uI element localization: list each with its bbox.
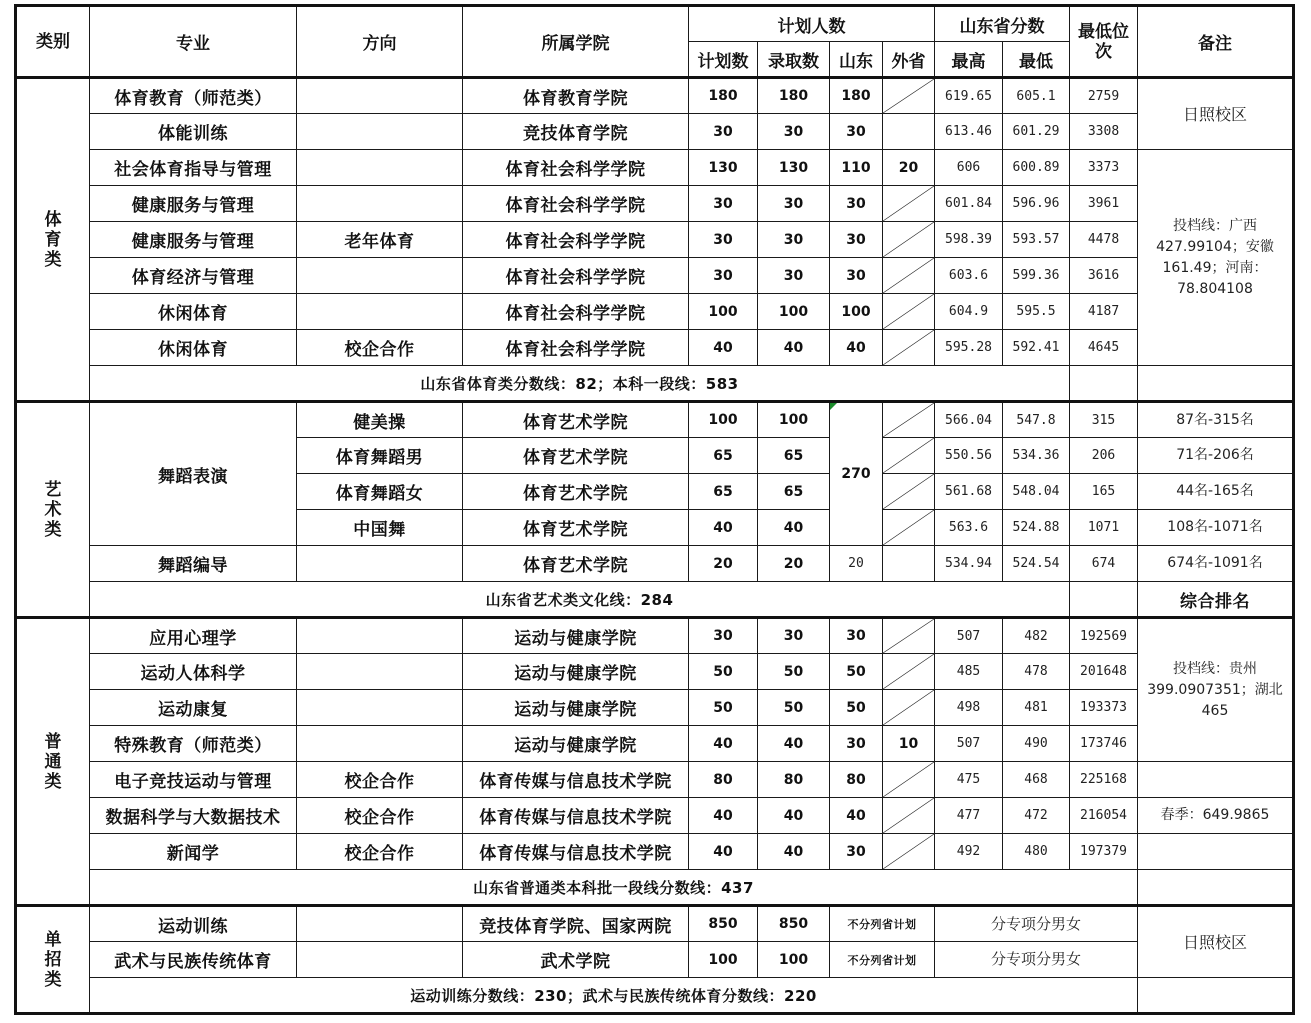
college-cell: 运动与健康学院	[463, 690, 689, 726]
empty-cell	[1070, 366, 1138, 402]
category-arts-label: 艺术类	[44, 479, 62, 540]
remark-cell	[1138, 762, 1294, 798]
table-row	[16, 690, 1294, 726]
header-direction: 方向	[297, 6, 463, 78]
table-row	[16, 150, 1294, 186]
plan-cell: 65	[689, 438, 758, 474]
major-cell: 健康服务与管理	[90, 222, 297, 258]
plan-cell: 65	[689, 474, 758, 510]
shandong-cell: 30	[830, 726, 883, 762]
other-province-empty	[883, 510, 935, 546]
college-cell: 竞技体育学院	[463, 114, 689, 150]
table-row	[16, 258, 1294, 294]
major-cell: 体能训练	[90, 114, 297, 150]
direction-cell	[297, 726, 463, 762]
major-cell: 特殊教育（师范类）	[90, 726, 297, 762]
arts-summary-remark: 综合排名	[1138, 582, 1294, 618]
empty-cell	[1138, 366, 1294, 402]
other-province-empty	[883, 186, 935, 222]
other-province-empty	[883, 330, 935, 366]
rank-cell: 225168	[1070, 762, 1138, 798]
plan-cell: 100	[689, 402, 758, 438]
header-row-1	[16, 6, 1294, 42]
college-cell: 运动与健康学院	[463, 654, 689, 690]
other-province-empty	[883, 402, 935, 438]
admit-cell: 40	[758, 726, 830, 762]
category-sports-label: 体育类	[44, 209, 62, 270]
shandong-cell: 50	[830, 654, 883, 690]
max-score-cell: 613.46	[935, 114, 1003, 150]
header-major: 专业	[90, 6, 297, 78]
plan-cell: 40	[689, 510, 758, 546]
admit-cell: 850	[758, 906, 830, 942]
min-score-cell: 482	[1003, 618, 1070, 654]
direction-cell	[297, 294, 463, 330]
sports-summary: 山东省体育类分数线：82；本科一段线：583	[90, 366, 1070, 402]
score-note-cell: 分专项分男女	[935, 942, 1138, 978]
min-score-cell: 605.1	[1003, 78, 1070, 114]
shandong-cell: 50	[830, 690, 883, 726]
direction-cell: 校企合作	[297, 834, 463, 870]
max-score-cell: 498	[935, 690, 1003, 726]
admit-cell: 100	[758, 942, 830, 978]
college-cell: 体育社会科学学院	[463, 258, 689, 294]
table-row	[16, 78, 1294, 114]
other-province-cell: 20	[883, 150, 935, 186]
min-score-cell: 524.54	[1003, 546, 1070, 582]
min-score-cell: 468	[1003, 762, 1070, 798]
remark-cell: 44名-165名	[1138, 474, 1294, 510]
province-note-cell: 不分列省计划	[830, 906, 935, 942]
header-college: 所属学院	[463, 6, 689, 78]
other-province-cell	[883, 114, 935, 150]
major-cell: 电子竞技运动与管理	[90, 762, 297, 798]
arts-summary: 山东省艺术类文化线：284	[90, 582, 1070, 618]
admit-cell: 130	[758, 150, 830, 186]
other-province-empty	[883, 690, 935, 726]
remark-cell	[1138, 834, 1294, 870]
admission-table	[14, 4, 1295, 1015]
province-note-cell: 不分列省计划	[830, 942, 935, 978]
min-score-cell: 599.36	[1003, 258, 1070, 294]
other-province-empty	[883, 258, 935, 294]
max-score-cell: 477	[935, 798, 1003, 834]
plan-cell: 30	[689, 114, 758, 150]
max-score-cell: 492	[935, 834, 1003, 870]
rank-cell: 3308	[1070, 114, 1138, 150]
table-row	[16, 762, 1294, 798]
plan-cell: 850	[689, 906, 758, 942]
admit-cell: 40	[758, 510, 830, 546]
direction-cell: 校企合作	[297, 798, 463, 834]
direction-cell	[297, 258, 463, 294]
summary-row	[16, 870, 1294, 906]
admit-cell: 30	[758, 186, 830, 222]
max-score-cell: 606	[935, 150, 1003, 186]
plan-cell: 50	[689, 690, 758, 726]
major-cell: 数据科学与大数据技术	[90, 798, 297, 834]
major-cell: 武术与民族传统体育	[90, 942, 297, 978]
college-cell: 运动与健康学院	[463, 726, 689, 762]
summary-row	[16, 366, 1294, 402]
rank-cell: 315	[1070, 402, 1138, 438]
table-row	[16, 114, 1294, 150]
direction-cell	[297, 690, 463, 726]
admit-cell: 180	[758, 78, 830, 114]
min-score-cell: 524.88	[1003, 510, 1070, 546]
other-province-empty	[883, 78, 935, 114]
other-province-empty	[883, 474, 935, 510]
college-cell: 体育艺术学院	[463, 402, 689, 438]
header-plan-count: 计划数	[689, 42, 758, 78]
major-cell: 体育教育（师范类）	[90, 78, 297, 114]
plan-cell: 130	[689, 150, 758, 186]
college-cell: 体育艺术学院	[463, 510, 689, 546]
min-score-cell: 592.41	[1003, 330, 1070, 366]
shandong-cell: 30	[830, 258, 883, 294]
table-row	[16, 654, 1294, 690]
plan-cell: 80	[689, 762, 758, 798]
shandong-cell: 30	[830, 222, 883, 258]
major-cell: 社会体育指导与管理	[90, 150, 297, 186]
table-row	[16, 798, 1294, 834]
direction-cell: 健美操	[297, 402, 463, 438]
min-score-cell: 548.04	[1003, 474, 1070, 510]
plan-cell: 30	[689, 258, 758, 294]
table-row	[16, 294, 1294, 330]
admit-cell: 65	[758, 474, 830, 510]
min-score-cell: 472	[1003, 798, 1070, 834]
shandong-cell: 40	[830, 330, 883, 366]
remark-cell: 投档线：广西427.99104；安徽161.49；河南：78.804108	[1138, 150, 1294, 366]
direction-cell: 校企合作	[297, 762, 463, 798]
general-summary: 山东省普通类本科批一段线分数线：437	[90, 870, 1138, 906]
admit-cell: 40	[758, 330, 830, 366]
empty-cell	[1138, 978, 1294, 1014]
admit-cell: 100	[758, 402, 830, 438]
major-cell: 体育经济与管理	[90, 258, 297, 294]
min-score-cell: 490	[1003, 726, 1070, 762]
other-province-empty	[883, 222, 935, 258]
table-row	[16, 726, 1294, 762]
other-province-empty	[883, 654, 935, 690]
plan-cell: 40	[689, 798, 758, 834]
comment-marker	[830, 403, 837, 410]
remark-cell: 春季：649.9865	[1138, 798, 1294, 834]
plan-cell: 100	[689, 942, 758, 978]
admit-cell: 40	[758, 834, 830, 870]
admit-cell: 100	[758, 294, 830, 330]
college-cell: 武术学院	[463, 942, 689, 978]
shandong-cell: 30	[830, 834, 883, 870]
rank-cell: 4187	[1070, 294, 1138, 330]
other-province-empty	[883, 438, 935, 474]
table-row	[16, 618, 1294, 654]
admit-cell: 20	[758, 546, 830, 582]
major-cell: 舞蹈编导	[90, 546, 297, 582]
college-cell: 体育社会科学学院	[463, 294, 689, 330]
header-category: 类别	[16, 6, 90, 78]
remark-cell: 投档线：贵州399.0907351；湖北465	[1138, 618, 1294, 762]
rank-cell: 193373	[1070, 690, 1138, 726]
direction-cell	[297, 150, 463, 186]
table-row	[16, 546, 1294, 582]
remark-cell: 108名-1071名	[1138, 510, 1294, 546]
major-cell: 运动训练	[90, 906, 297, 942]
college-cell: 体育传媒与信息技术学院	[463, 834, 689, 870]
direction-cell: 校企合作	[297, 330, 463, 366]
direction-cell	[297, 654, 463, 690]
college-cell: 体育艺术学院	[463, 474, 689, 510]
shandong-cell: 110	[830, 150, 883, 186]
header-min-rank: 最低位次	[1070, 6, 1138, 78]
min-score-cell: 595.5	[1003, 294, 1070, 330]
score-note-cell: 分专项分男女	[935, 906, 1138, 942]
admit-cell: 50	[758, 654, 830, 690]
empty-cell	[1138, 870, 1294, 906]
college-cell: 竞技体育学院、国家两院	[463, 906, 689, 942]
max-score-cell: 604.9	[935, 294, 1003, 330]
plan-cell: 20	[689, 546, 758, 582]
header-lowest: 最低	[1003, 42, 1070, 78]
major-cell: 运动人体科学	[90, 654, 297, 690]
header-shandong: 山东	[830, 42, 883, 78]
college-cell: 体育传媒与信息技术学院	[463, 798, 689, 834]
table-row	[16, 222, 1294, 258]
remark-cell: 71名-206名	[1138, 438, 1294, 474]
college-cell: 体育教育学院	[463, 78, 689, 114]
max-score-cell: 550.56	[935, 438, 1003, 474]
rank-cell: 3961	[1070, 186, 1138, 222]
major-cell: 新闻学	[90, 834, 297, 870]
max-score-cell: 603.6	[935, 258, 1003, 294]
major-cell: 休闲体育	[90, 330, 297, 366]
empty-cell	[1070, 582, 1138, 618]
max-score-cell: 601.84	[935, 186, 1003, 222]
shandong-cell: 30	[830, 618, 883, 654]
plan-cell: 40	[689, 330, 758, 366]
category-single	[16, 906, 90, 1014]
single-summary: 运动训练分数线：230；武术与民族传统体育分数线：220	[90, 978, 1138, 1014]
min-score-cell: 534.36	[1003, 438, 1070, 474]
direction-cell: 体育舞蹈男	[297, 438, 463, 474]
min-score-cell: 547.8	[1003, 402, 1070, 438]
table-row	[16, 402, 1294, 438]
header-highest: 最高	[935, 42, 1003, 78]
header-other-province: 外省	[883, 42, 935, 78]
direction-cell: 体育舞蹈女	[297, 474, 463, 510]
header-admit-count: 录取数	[758, 42, 830, 78]
direction-cell	[297, 546, 463, 582]
table-row	[16, 834, 1294, 870]
direction-cell: 中国舞	[297, 510, 463, 546]
max-score-cell: 561.68	[935, 474, 1003, 510]
max-score-cell: 598.39	[935, 222, 1003, 258]
major-cell-dance: 舞蹈表演	[90, 402, 297, 546]
college-cell: 体育传媒与信息技术学院	[463, 762, 689, 798]
admit-cell: 80	[758, 762, 830, 798]
other-province-cell: 10	[883, 726, 935, 762]
max-score-cell: 534.94	[935, 546, 1003, 582]
remark-cell: 日照校区	[1138, 906, 1294, 978]
shandong-cell: 80	[830, 762, 883, 798]
other-province-cell	[883, 546, 935, 582]
plan-cell: 180	[689, 78, 758, 114]
rank-cell: 192569	[1070, 618, 1138, 654]
rank-cell: 201648	[1070, 654, 1138, 690]
rank-cell: 165	[1070, 474, 1138, 510]
other-province-empty	[883, 618, 935, 654]
direction-cell	[297, 78, 463, 114]
other-province-empty	[883, 762, 935, 798]
min-score-cell: 596.96	[1003, 186, 1070, 222]
min-score-cell: 480	[1003, 834, 1070, 870]
header-remark: 备注	[1138, 6, 1294, 78]
admission-table-wrapper	[14, 4, 1295, 1015]
direction-cell	[297, 906, 463, 942]
category-arts	[16, 402, 90, 618]
min-score-cell: 478	[1003, 654, 1070, 690]
rank-cell: 3373	[1070, 150, 1138, 186]
rank-cell: 206	[1070, 438, 1138, 474]
shandong-cell: 100	[830, 294, 883, 330]
min-score-cell: 593.57	[1003, 222, 1070, 258]
admit-cell: 65	[758, 438, 830, 474]
rank-cell: 1071	[1070, 510, 1138, 546]
remark-cell: 674名-1091名	[1138, 546, 1294, 582]
rank-cell: 216054	[1070, 798, 1138, 834]
rank-cell: 2759	[1070, 78, 1138, 114]
header-score-group: 山东省分数	[935, 6, 1070, 42]
category-sports	[16, 78, 90, 402]
shandong-merged-value: 270	[841, 466, 871, 482]
admit-cell: 30	[758, 222, 830, 258]
direction-cell	[297, 942, 463, 978]
rank-cell: 197379	[1070, 834, 1138, 870]
shandong-cell: 30	[830, 186, 883, 222]
shandong-cell: 20	[830, 546, 883, 582]
max-score-cell: 566.04	[935, 402, 1003, 438]
direction-cell: 老年体育	[297, 222, 463, 258]
table-row	[16, 942, 1294, 978]
header-plan-group: 计划人数	[689, 6, 935, 42]
min-score-cell: 600.89	[1003, 150, 1070, 186]
remark-cell: 87名-315名	[1138, 402, 1294, 438]
max-score-cell: 619.65	[935, 78, 1003, 114]
college-cell: 体育艺术学院	[463, 546, 689, 582]
rank-cell: 4478	[1070, 222, 1138, 258]
category-general	[16, 618, 90, 906]
plan-cell: 40	[689, 726, 758, 762]
plan-cell: 30	[689, 222, 758, 258]
rank-cell: 674	[1070, 546, 1138, 582]
college-cell: 体育社会科学学院	[463, 330, 689, 366]
table-row	[16, 186, 1294, 222]
major-cell: 应用心理学	[90, 618, 297, 654]
max-score-cell: 507	[935, 726, 1003, 762]
major-cell: 运动康复	[90, 690, 297, 726]
other-province-empty	[883, 834, 935, 870]
major-cell: 休闲体育	[90, 294, 297, 330]
max-score-cell: 507	[935, 618, 1003, 654]
max-score-cell: 485	[935, 654, 1003, 690]
min-score-cell: 481	[1003, 690, 1070, 726]
plan-cell: 100	[689, 294, 758, 330]
rank-cell: 173746	[1070, 726, 1138, 762]
shandong-cell: 30	[830, 114, 883, 150]
plan-cell: 30	[689, 186, 758, 222]
college-cell: 体育社会科学学院	[463, 222, 689, 258]
admit-cell: 30	[758, 258, 830, 294]
summary-row	[16, 582, 1294, 618]
min-score-cell: 601.29	[1003, 114, 1070, 150]
college-cell: 运动与健康学院	[463, 618, 689, 654]
admit-cell: 30	[758, 114, 830, 150]
direction-cell	[297, 186, 463, 222]
admit-cell: 30	[758, 618, 830, 654]
major-cell: 健康服务与管理	[90, 186, 297, 222]
rank-cell: 3616	[1070, 258, 1138, 294]
max-score-cell: 475	[935, 762, 1003, 798]
admit-cell: 50	[758, 690, 830, 726]
rank-cell: 4645	[1070, 330, 1138, 366]
category-single-label: 单招类	[44, 929, 62, 990]
other-province-empty	[883, 798, 935, 834]
other-province-empty	[883, 294, 935, 330]
max-score-cell: 563.6	[935, 510, 1003, 546]
direction-cell	[297, 618, 463, 654]
admit-cell: 40	[758, 798, 830, 834]
plan-cell: 30	[689, 618, 758, 654]
college-cell: 体育社会科学学院	[463, 186, 689, 222]
remark-cell: 日照校区	[1138, 78, 1294, 150]
max-score-cell: 595.28	[935, 330, 1003, 366]
college-cell: 体育艺术学院	[463, 438, 689, 474]
college-cell: 体育社会科学学院	[463, 150, 689, 186]
shandong-cell: 40	[830, 798, 883, 834]
shandong-merged-cell	[830, 402, 883, 546]
category-general-label: 普通类	[44, 731, 62, 792]
table-row	[16, 330, 1294, 366]
summary-row	[16, 978, 1294, 1014]
table-row	[16, 906, 1294, 942]
plan-cell: 50	[689, 654, 758, 690]
direction-cell	[297, 114, 463, 150]
shandong-cell: 180	[830, 78, 883, 114]
plan-cell: 40	[689, 834, 758, 870]
